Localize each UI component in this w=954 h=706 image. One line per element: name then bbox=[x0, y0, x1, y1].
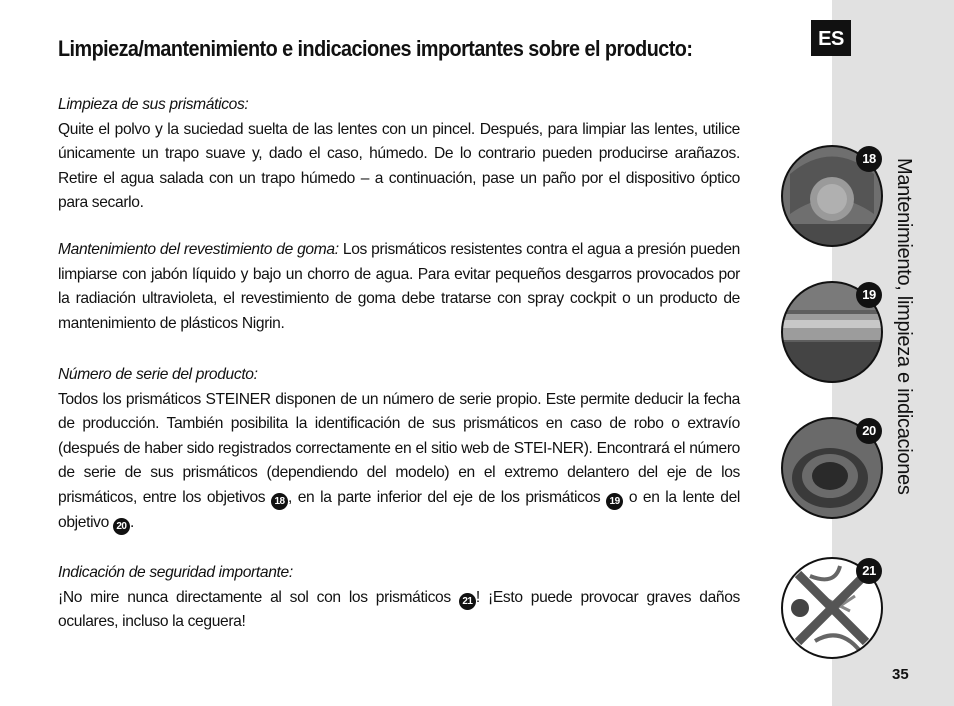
safety-text-2: ! ¡Esto puede provocar graves daños oculares, incluso la ceguera! bbox=[58, 588, 740, 631]
section-body-rubber: Los prismáticos resistentes contra el agua a presión pueden limpiarse con jabón líquido y bajo un chorro de agua. Para evitar pequeños desgarros provocados por la radiación ultravioleta, el revestimiento de goma debe tratarse con spray cockpit o un producto de mantenimiento de plásticos Nigrin. bbox=[58, 241, 740, 332]
section-safety bbox=[58, 561, 740, 635]
serial-text-4: . bbox=[129, 513, 134, 531]
section-body-safety bbox=[58, 586, 740, 635]
side-title: Mantenimiento, limpieza e indicaciones bbox=[893, 158, 915, 495]
section-heading-cleaning: Limpieza de sus prismáticos: bbox=[58, 96, 249, 113]
figure-21 bbox=[780, 556, 884, 660]
page-number: 35 bbox=[892, 666, 909, 683]
section-body-serial bbox=[58, 388, 740, 536]
section-body-cleaning: Quite el polvo y la suciedad suelta de las lentes con un pincel. Después, para limpiar las lentes, utilice únicamente un trapo suave y, dado el caso, húmedo. De lo contrario pueden producirse arañazos. Retire el agua salada con un trapo húmedo – a continuación, pase un paño por el dispositivo óptico para secarlo. bbox=[58, 120, 740, 212]
figure-ref-20-icon: 20 bbox=[113, 518, 130, 535]
section-heading-rubber: Mantenimiento del revestimiento de goma: bbox=[58, 241, 339, 258]
figure-18 bbox=[780, 144, 884, 248]
figure-ref-19-icon: 19 bbox=[606, 493, 623, 510]
serial-text-3: o en la lente del objetivo bbox=[58, 488, 740, 531]
figure-number-20: 20 bbox=[856, 418, 882, 444]
figure-ref-18-icon: 18 bbox=[271, 493, 288, 510]
serial-text-2: , en la parte inferior del eje de los prismáticos bbox=[288, 488, 607, 506]
figure-number-19: 19 bbox=[856, 282, 882, 308]
figure-19 bbox=[780, 280, 884, 384]
figure-number-18: 18 bbox=[856, 146, 882, 172]
section-rubber bbox=[58, 238, 740, 336]
figure-number-21: 21 bbox=[856, 558, 882, 584]
section-serial bbox=[58, 363, 740, 535]
language-tab: ES bbox=[811, 20, 851, 56]
figure-ref-21-icon: 21 bbox=[459, 593, 476, 610]
figure-20 bbox=[780, 416, 884, 520]
safety-text-1: ¡No mire nunca directamente al sol con los prismáticos bbox=[58, 588, 459, 606]
page-title: Limpieza/mantenimiento e indicaciones importantes sobre el producto: bbox=[58, 36, 693, 61]
serial-text-1: Todos los prismáticos STEINER disponen de un número de serie propio. Este permite deducir la fecha de producción. También posibilita la identificación de sus prismáticos en caso de robo o extravío (después de haber sido registrados correctamente en el sitio web de STEI-NER). Encontrará el número de serie de sus prismáticos (dependiendo del modelo) en el extremo delantero del eje de los prismáticos, entre los objetivos bbox=[58, 390, 740, 506]
section-heading-safety: Indicación de seguridad importante: bbox=[58, 564, 293, 581]
section-cleaning bbox=[58, 93, 740, 216]
section-heading-serial: Número de serie del producto: bbox=[58, 366, 258, 383]
